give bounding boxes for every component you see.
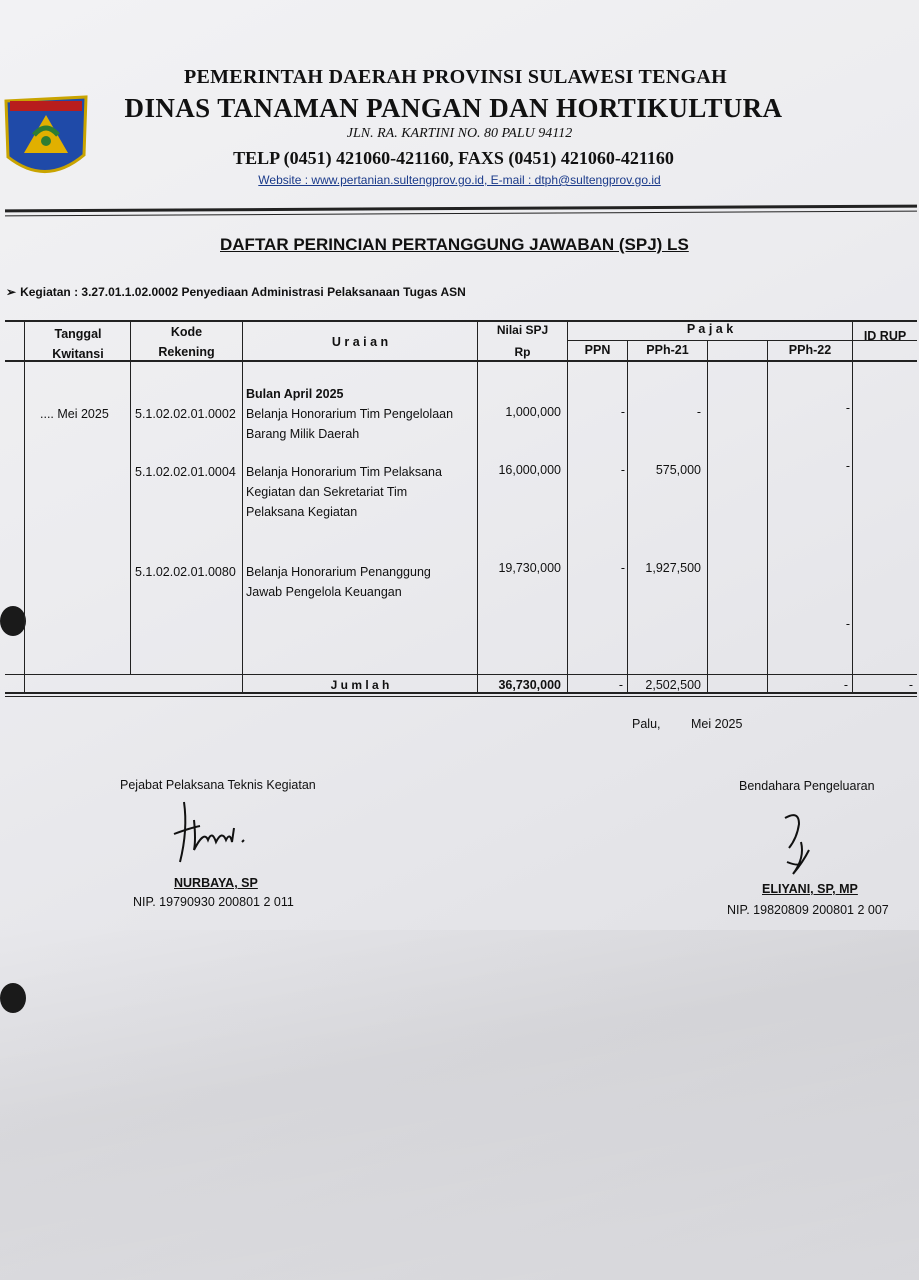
punch-hole-icon [0, 983, 26, 1013]
ppn-cell: - [620, 405, 625, 419]
header-nilai: Nilai SPJ Rp [496, 323, 549, 359]
header-tanggal: Tanggal Kwitansi [52, 327, 104, 361]
left-signature-icon [170, 790, 270, 870]
pph21-cell: - [696, 405, 701, 419]
total-idrup: - [908, 678, 913, 692]
header-website: Website : www.pertanian.sultengprov.go.id, E-mail : dtph@sultengprov.go.id [258, 173, 661, 187]
header-address: JLN. RA. KARTINI NO. 80 PALU 94112 [346, 126, 573, 141]
left-signer-role: Pejabat Pelaksana Teknis Kegiatan [120, 778, 316, 792]
right-signature-icon [775, 808, 825, 880]
total-nilai: 36,730,000 [498, 678, 561, 692]
pph22-cell: - [845, 617, 850, 631]
header-pph21: PPh-21 [646, 343, 689, 357]
header-agency: DINAS TANAMAN PANGAN DAN HORTIKULTURA [124, 93, 783, 123]
uraian-cell: Belanja Honorarium Penanggung Jawab Pengelola Keuangan [246, 565, 431, 599]
left-signer-name: NURBAYA, SP [174, 876, 258, 890]
ppn-cell: - [620, 463, 625, 477]
ppn-cell: - [620, 561, 625, 575]
date-cell: .... Mei 2025 [40, 407, 109, 421]
header-phone: TELP (0451) 421060-421160, FAXS (0451) 421060-421160 [233, 148, 674, 168]
pph21-cell: 1,927,500 [645, 561, 701, 575]
kode-cell: 5.1.02.02.01.0002 [135, 407, 236, 421]
left-signer-nip: NIP. 19790930 200801 2 011 [133, 895, 294, 909]
pph21-cell: 575,000 [655, 463, 701, 477]
nilai-cell: 16,000,000 [498, 463, 561, 477]
bullet-arrow-icon: ➢ [6, 285, 17, 299]
nilai-cell: 19,730,000 [498, 561, 561, 575]
header-government: PEMERINTAH DAERAH PROVINSI SULAWESI TENGAH [183, 66, 728, 88]
pph22-cell: - [845, 459, 850, 473]
header-pph22: PPh-22 [788, 343, 832, 357]
total-pph22: - [843, 678, 848, 692]
header-kode: Kode Rekening [158, 325, 215, 359]
activity-text: Kegiatan : 3.27.01.1.02.0002 Penyediaan Administrasi Pelaksanaan Tugas ASN [20, 285, 466, 299]
pph22-cell: - [845, 401, 850, 415]
right-signer-role: Bendahara Pengeluaran [739, 779, 875, 793]
total-pph21: 2,502,500 [645, 678, 701, 692]
place: Palu, [632, 717, 661, 731]
kode-cell: 5.1.02.02.01.0080 [135, 565, 236, 579]
date: Mei 2025 [691, 717, 743, 731]
header-uraian: U r a i a n [331, 335, 389, 349]
kode-cell: 5.1.02.02.01.0004 [135, 465, 236, 479]
total-ppn: - [618, 678, 623, 692]
right-signer-nip: NIP. 19820809 200801 2 007 [727, 903, 889, 917]
header-idrup: ID RUP [863, 329, 907, 343]
uraian-cell: Belanja Honorarium Tim Pelaksana Kegiatan dan Sekretariat Tim Pelaksana Kegiatan [246, 465, 442, 519]
uraian-cell: Belanja Honorarium Tim Pengelolaan Barang Milik Daerah [246, 407, 454, 441]
total-label: J u m l a h [330, 678, 390, 692]
document-title: DAFTAR PERINCIAN PERTANGGUNG JAWABAN (SPJ) LS [220, 235, 689, 254]
right-signer-name: ELIYANI, SP, MP [762, 882, 858, 896]
header-ppn: PPN [584, 343, 611, 357]
activity-line [6, 285, 466, 299]
paper-fold-shadow [0, 930, 919, 1280]
nilai-cell: 1,000,000 [505, 405, 561, 419]
spj-table [0, 318, 919, 698]
header-pajak: P a j a k [686, 322, 734, 336]
group-label: Bulan April 2025 [246, 387, 344, 401]
